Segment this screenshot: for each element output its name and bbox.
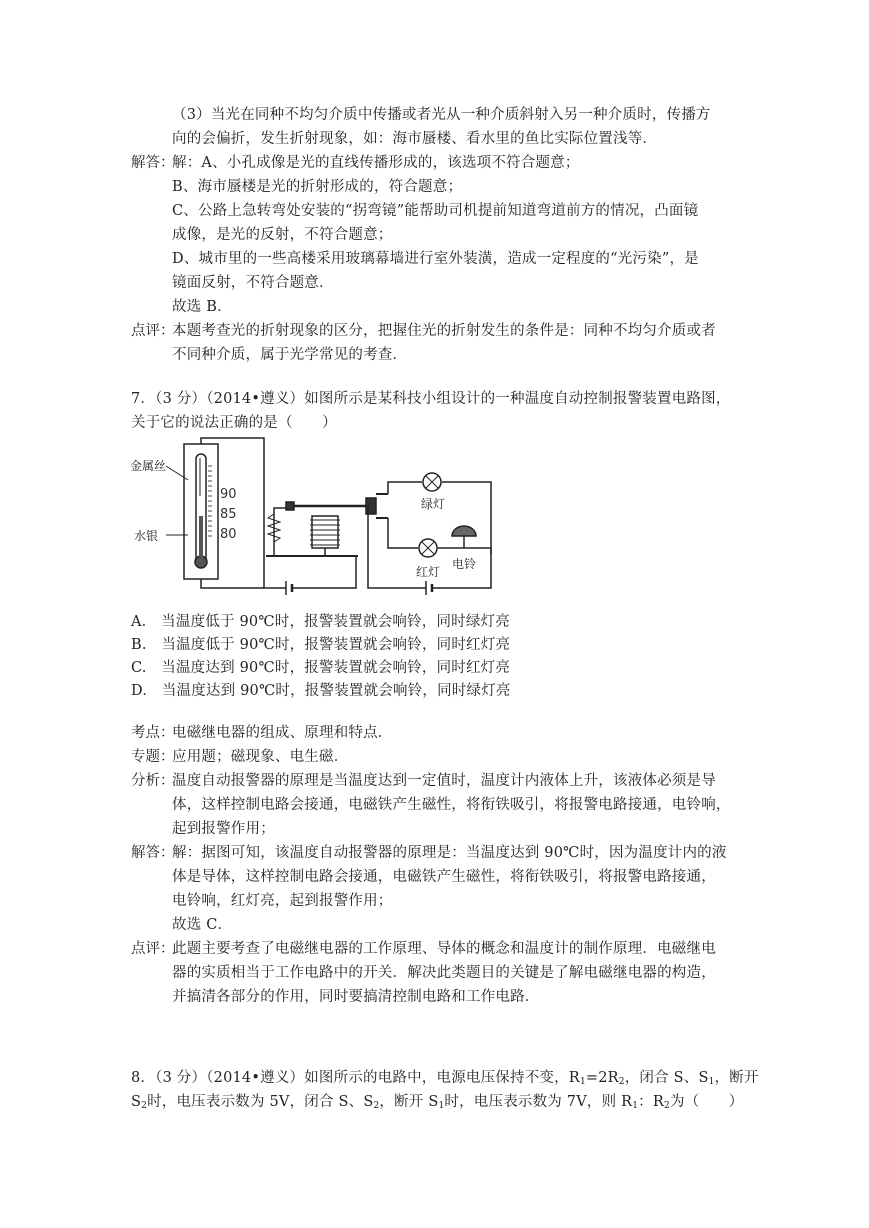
q7-jieda1: 解：据图可知，该温度自动报警器的原理是：当温度达到 90℃时，因为温度计内的液 [172,845,727,861]
label-metal-wire: 金属丝 [130,459,167,473]
label-red-lamp: 红灯 [416,565,441,579]
bell-symbol [452,526,476,536]
q8-stem-line1: 8．（3 分）（2014•遵义）如图所示的电路中，电源电压保持不变，$R_1=2R_2$，闭合 S、$S_1$，断开 [131,1070,759,1087]
q7-dianping3: 并搞清各部分的作用，同时要搞清控制电路和工作电路． [172,989,540,1005]
q6-comment1: 本题考查光的折射现象的区分，把握住光的折射发生的条件是：同种不均匀介质或者 [172,323,716,339]
q7-option-d: D. 当温度达到 90℃时，报警装置就会响铃，同时绿灯亮 [131,683,511,699]
scale-label-80: 80 [220,527,237,542]
q7-stem-line2: 关于它的说法正确的是（ ） [131,415,337,431]
q7-fenxi3: 起到报警作用； [172,821,275,837]
q7-circuit-diagram [126,436,506,611]
q6-comment-label: 点评： [131,323,175,339]
q7-kaodian-label: 考点： [131,725,175,741]
control-wire-right [292,556,356,588]
q6-answer-label: 解答： [131,155,175,171]
red-branch-left [388,518,418,548]
armature-pivot [286,502,294,510]
q6-answer-d1: D、城市里的一些高楼采用玻璃幕墙进行室外装潢，造成一定程度的“光污染”，是 [172,251,699,267]
q7-fenxi1: 温度自动报警器的原理是当温度达到一定值时，温度计内液体上升，该液体必须是导 [172,773,716,789]
thermometer-scale [208,466,212,536]
scale-label-90: 90 [220,487,237,502]
q6-point3-line2: 向的会偏折，发生折射现象，如：海市蜃楼、看水里的鱼比实际位置浅等． [172,131,658,147]
green-branch-right [442,482,491,554]
q7-jieda2: 体是导体，这样控制电路会接通，电磁铁产生磁性，将衔铁吸引，将报警电路接通， [172,869,716,885]
q6-comment2: 不同种介质，属于光学常见的考查． [172,347,408,363]
q6-answer-c2: 成像，是光的反射，不符合题意； [172,227,393,243]
q7-stem-line1: 7．（3 分）（2014•遵义）如图所示是某科技小组设计的一种温度自动控制报警装置电路图， [131,391,731,407]
q6-point3-line1: （3）当光在同种不均匀介质中传播或者光从一种介质斜射入另一种介质时，传播方 [172,107,711,123]
q6-answer-b: B、海市蜃楼是光的折射形成的，符合题意； [172,179,463,195]
q7-dianping2: 器的实质相当于工作电路中的开关．解决此类题目的关键是了解电磁继电器的构造， [172,965,716,981]
scale-label-85: 85 [220,507,237,522]
q7-jieda3: 电铃响，红灯亮，起到报警作用； [172,893,393,909]
q6-answer-c1: C、公路上急转弯处安装的“拐弯镜”能帮助司机提前知道弯道前方的情况，凸面镜 [172,203,699,219]
label-bell: 电铃 [452,557,477,571]
label-green-lamp: 绿灯 [421,497,446,511]
q7-option-a: A. 当温度低于 90℃时，报警装置就会响铃，同时绿灯亮 [131,614,510,630]
q7-fenxi2: 体，这样控制电路会接通，电磁铁产生磁性，将衔铁吸引，将报警电路接通，电铃响， [172,797,731,813]
electromagnet-core [312,516,338,548]
control-wire-bottom [201,579,264,588]
label-mercury: 水银 [134,529,159,543]
q6-answer-d2: 镜面反射，不符合题意． [172,275,334,291]
q7-option-c: C. 当温度达到 90℃时，报警装置就会响铃，同时红灯亮 [131,660,511,676]
electromagnet-coil [310,520,340,545]
q7-kaodian: 电磁继电器的组成、原理和特点． [172,725,393,741]
q7-fenxi-label: 分析： [131,773,175,789]
q7-jieda-label: 解答： [131,845,175,861]
q7-zhuanti-label: 专题： [131,749,175,765]
control-wire-left [264,554,286,588]
q6-answer-choice: 故选 B． [172,299,232,315]
q7-dianping-label: 点评： [131,941,175,957]
q6-answer-a: 解：A、小孔成像是光的直线传播形成的，该选项不符合题意； [172,155,580,171]
relay-frame [274,508,292,556]
q7-jieda4: 故选 C． [172,917,233,933]
q7-zhuanti: 应用题；磁现象、电生磁． [172,749,349,765]
q7-option-b: B. 当温度低于 90℃时，报警装置就会响铃，同时红灯亮 [131,637,511,653]
green-branch-left [388,482,422,494]
q7-dianping1: 此题主要考查了电磁继电器的工作原理、导体的概念和温度计的制作原理．电磁继电 [172,941,716,957]
q8-stem-line2: $S_2$时，电压表示数为 5V，闭合 S、$S_2$，断开 $S_1$时，电压表示数为 7V，则 $R_1$：$R_2$为（ ） [131,1094,744,1111]
